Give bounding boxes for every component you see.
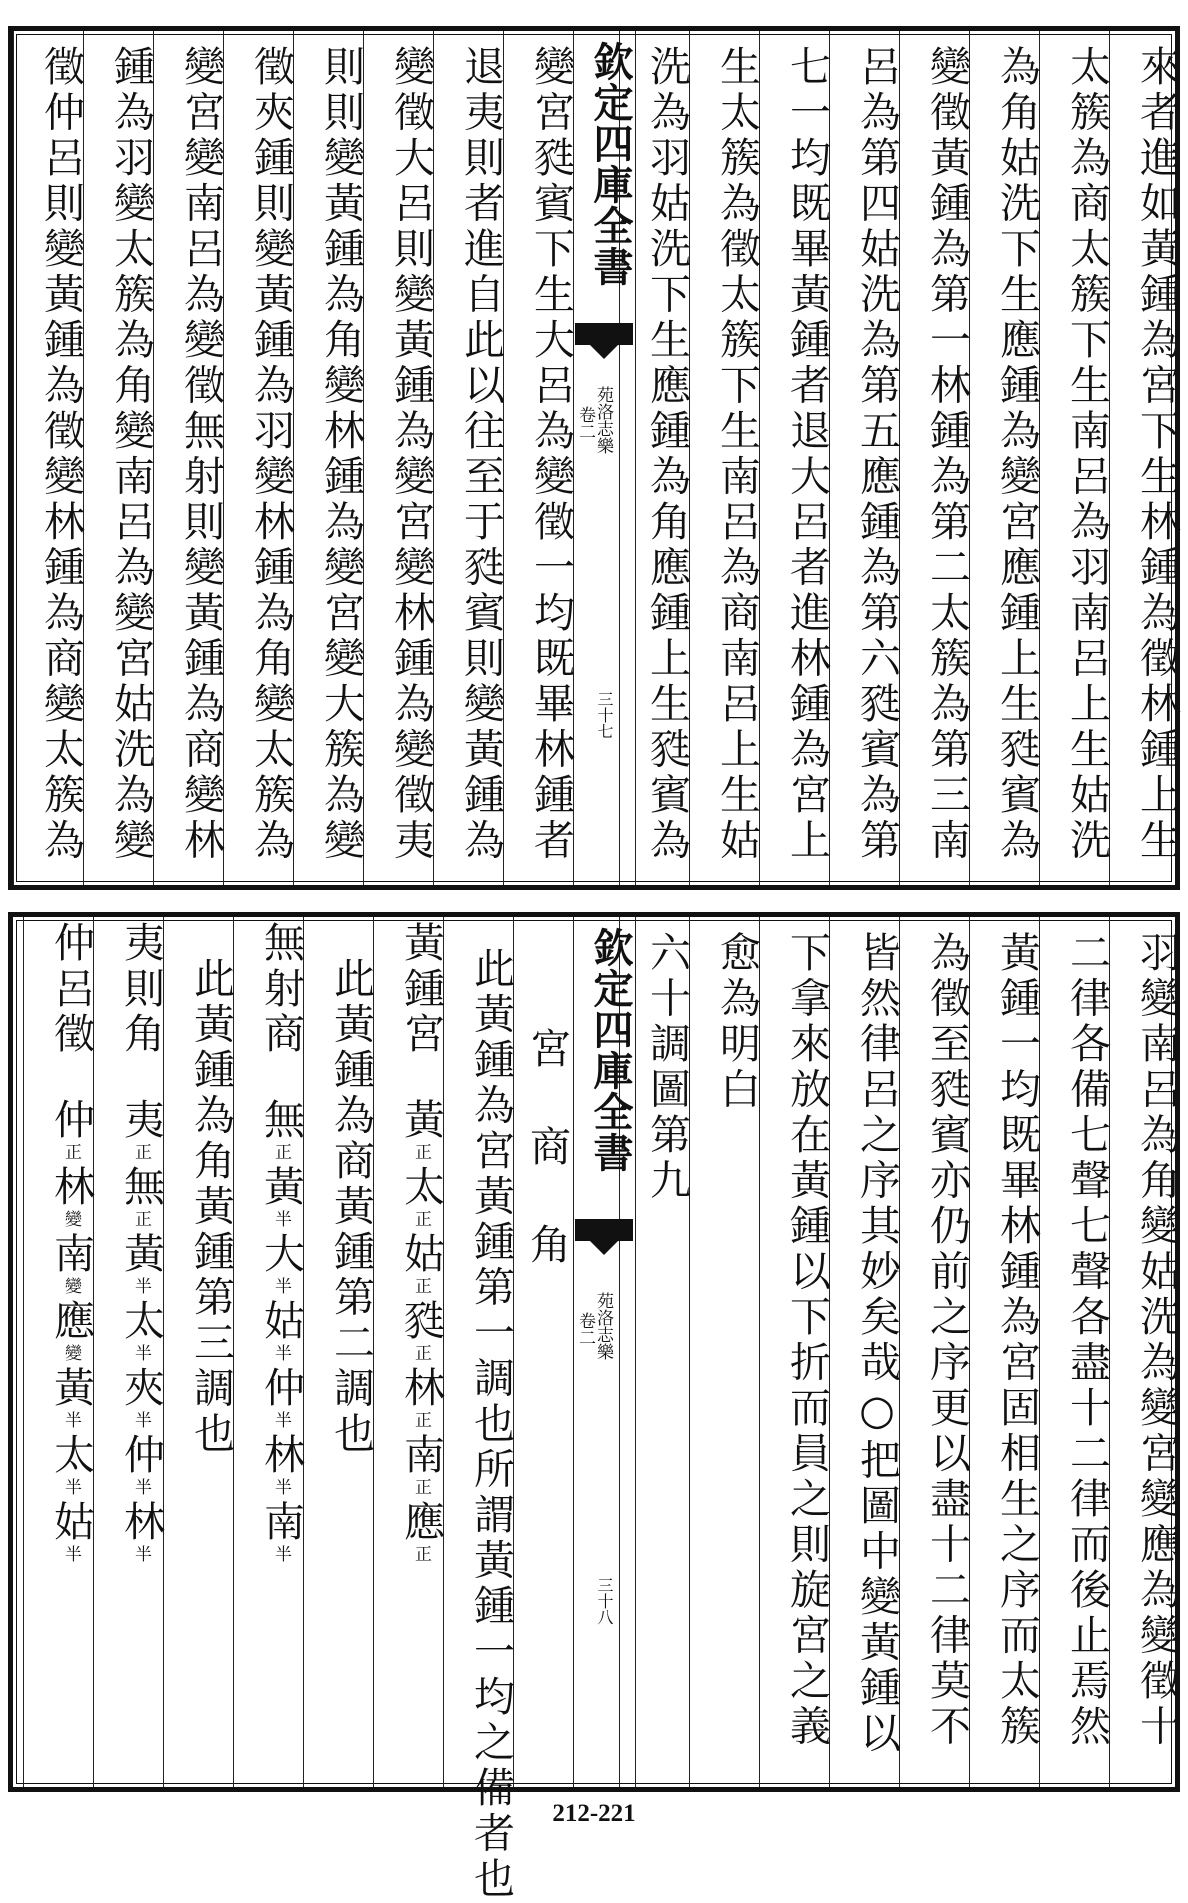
notes-column-text xyxy=(245,921,315,1567)
column-text: 徵夾鍾則變黃鍾為羽變林鍾為角變太簇為 xyxy=(247,45,295,864)
pitch-name: 角 xyxy=(117,1012,165,1058)
pitch-marker: 變 xyxy=(61,1344,81,1366)
top-page xyxy=(0,0,1188,900)
pitch-marker: 正 xyxy=(131,1143,151,1165)
gutter-title: 欽定四庫全書 xyxy=(587,41,634,287)
gutter-title: 欽定四庫全書 xyxy=(587,927,634,1173)
pitch-name: 仲 xyxy=(47,1097,95,1143)
gutter-fishtail xyxy=(575,1219,633,1241)
pitch-marker: 變 xyxy=(61,1210,81,1232)
pitch-name: 仲 xyxy=(117,1432,165,1478)
pitch-name: 黃 xyxy=(257,1164,305,1210)
column-text: 七一均既畢黃鍾者退大呂者進林鍾為宮上 xyxy=(783,45,831,864)
column-text: 為角姑洗下生應鍾為變宮應鍾上生甤賓為 xyxy=(993,45,1041,864)
column-text: 洗為羽姑洗下生應鍾為角應鍾上生甤賓為 xyxy=(643,45,691,864)
pitch-marker: 半 xyxy=(131,1478,151,1500)
column-text: 為徵至甤賓亦仍前之序更以盡十二律莫不 xyxy=(923,931,971,1750)
pitch-marker: 半 xyxy=(61,1478,81,1500)
pitch-marker: 半 xyxy=(131,1277,151,1299)
text-column xyxy=(13,31,83,885)
pitch-marker: 正 xyxy=(411,1344,431,1366)
pitch-marker: 正 xyxy=(271,1143,291,1165)
pitch-name: 黃 xyxy=(117,1231,165,1277)
pitch-marker: 半 xyxy=(131,1411,151,1433)
column-text: 羽變南呂為角變姑洗為變宮變應為變徵十 xyxy=(1133,931,1181,1750)
column-text: 二律各備七聲七聲各盡十二律而後止焉然 xyxy=(1063,931,1111,1750)
column-text: 生太簇為徵太簇下生南呂為商南呂上生姑 xyxy=(713,45,761,864)
pitch-name: 林 xyxy=(47,1164,95,1210)
pitch-name: 仲 xyxy=(47,921,95,967)
pitch-name: 徵 xyxy=(47,1012,95,1058)
pitch-marker: 半 xyxy=(271,1277,291,1299)
pitch-marker: 半 xyxy=(271,1545,291,1567)
pitch-marker: 半 xyxy=(271,1210,291,1232)
pitch-name: 林 xyxy=(397,1365,445,1411)
pitch-name: 則 xyxy=(117,966,165,1012)
column-text: 變宮甤賓下生大呂為變徵一均既畢林鍾者 xyxy=(527,45,575,864)
notes-column-text xyxy=(35,921,105,1567)
pitch-name: 南 xyxy=(397,1432,445,1478)
pitch-name: 大 xyxy=(257,1231,305,1277)
pitch-marker: 半 xyxy=(61,1545,81,1567)
mode-notes-column xyxy=(23,917,93,1787)
pitch-name: 黃 xyxy=(47,1365,95,1411)
pitch-name: 黃 xyxy=(397,1097,445,1143)
column-text: 愈為明白 xyxy=(713,931,761,1113)
pitch-marker: 變 xyxy=(61,1277,81,1299)
gutter-rule-right xyxy=(635,917,636,1787)
column-text: 鍾為羽變太簇為角變南呂為變宮姑洗為變 xyxy=(107,45,155,864)
column-text: 退夷則者進自此以往至于甤賓則變黃鍾為 xyxy=(457,45,505,864)
column-text: 來者進如黃鍾為宮下生林鍾為徵林鍾上生 xyxy=(1133,45,1181,864)
column-rule xyxy=(23,917,24,1787)
pitch-name: 林 xyxy=(257,1432,305,1478)
page-footer-number: 212-221 xyxy=(552,1800,636,1827)
pitch-name: 夷 xyxy=(117,1097,165,1143)
pitch-name: 太 xyxy=(47,1432,95,1478)
pitch-name: 鍾 xyxy=(397,966,445,1012)
pitch-marker: 半 xyxy=(271,1411,291,1433)
pitch-name: 姑 xyxy=(47,1499,95,1545)
pitch-marker: 正 xyxy=(411,1277,431,1299)
pitch-marker: 正 xyxy=(411,1210,431,1232)
column-text: 黃鍾一均既畢林鍾為宮固相生之序而太簇 xyxy=(993,931,1041,1750)
pitch-name: 宮 xyxy=(397,1012,445,1058)
pitch-marker: 半 xyxy=(131,1344,151,1366)
pitch-marker: 正 xyxy=(411,1411,431,1433)
gutter-book-title: 苑洛志樂 xyxy=(593,1292,613,1360)
column-text: 此黃鍾為商黃鍾第二調也 xyxy=(327,957,375,1458)
column-text: 變徵黃鍾為第一林鍾為第二太簇為第三南 xyxy=(923,45,971,864)
pitch-name: 黃 xyxy=(397,921,445,967)
gutter-book-title: 苑洛志樂 xyxy=(593,386,613,454)
pitch-name: 無 xyxy=(117,1164,165,1210)
gutter-rule-right xyxy=(635,31,636,885)
column-text: 太簇為商太簇下生南呂為羽南呂上生姑洗 xyxy=(1063,45,1111,864)
pitch-marker: 正 xyxy=(61,1143,81,1165)
column-rule xyxy=(13,31,14,885)
table-header-text: 宮 商 角 xyxy=(523,1027,571,1269)
gutter-volume: 卷二 xyxy=(575,1312,595,1346)
notes-column-text xyxy=(385,921,455,1567)
pitch-name: 商 xyxy=(257,1012,305,1058)
notes-column-text xyxy=(105,921,175,1567)
pitch-name: 夾 xyxy=(117,1365,165,1411)
pitch-name: 應 xyxy=(397,1499,445,1545)
gutter-page-number: 三十七 xyxy=(595,691,614,739)
pitch-name: 太 xyxy=(397,1164,445,1210)
pitch-marker: 正 xyxy=(411,1143,431,1165)
column-text: 則則變黃鍾為角變林鍾為變宮變大簇為變 xyxy=(317,45,365,864)
column-text: 此黃鍾為角黃鍾第三調也 xyxy=(187,957,235,1458)
bottom-gutter xyxy=(573,917,635,1787)
pitch-name: 姑 xyxy=(257,1298,305,1344)
pitch-name: 甤 xyxy=(397,1298,445,1344)
pitch-marker: 半 xyxy=(271,1478,291,1500)
pitch-marker: 半 xyxy=(271,1344,291,1366)
pitch-name: 林 xyxy=(117,1499,165,1545)
pitch-marker: 半 xyxy=(131,1545,151,1567)
pitch-name: 姑 xyxy=(397,1231,445,1277)
pitch-marker: 正 xyxy=(131,1210,151,1232)
pitch-name: 南 xyxy=(47,1231,95,1277)
pitch-name: 呂 xyxy=(47,966,95,1012)
pitch-name: 夷 xyxy=(117,921,165,967)
pitch-name: 太 xyxy=(117,1298,165,1344)
gutter-volume: 卷二 xyxy=(575,406,595,440)
gutter-page-number: 三十八 xyxy=(595,1577,614,1625)
pitch-marker: 正 xyxy=(411,1545,431,1567)
column-text: 徵仲呂則變黃鍾為徵變林鍾為商變太簇為 xyxy=(37,45,85,864)
pitch-name: 仲 xyxy=(257,1365,305,1411)
column-text: 此黃鍾為宮黃鍾第一調也所謂黃鍾一均之備者也 xyxy=(467,947,515,1903)
pitch-name: 無 xyxy=(257,1097,305,1143)
column-text: 呂為第四姑洗為第五應鍾為第六甤賓為第 xyxy=(853,45,901,864)
pitch-name: 應 xyxy=(47,1298,95,1344)
column-text: 變徵大呂則變黃鍾為變宮變林鍾為變徵夷 xyxy=(387,45,435,864)
pitch-marker: 正 xyxy=(411,1478,431,1500)
pitch-name: 無 xyxy=(257,921,305,967)
top-page-frame xyxy=(8,26,1180,890)
column-text: 六十調圖第九 xyxy=(643,931,691,1204)
pitch-marker: 半 xyxy=(61,1411,81,1433)
column-text: 變宮變南呂為變徵無射則變黃鍾為商變林 xyxy=(177,45,225,864)
column-text: 皆然律呂之序其妙矣哉○把圖中變黃鍾以 xyxy=(853,931,901,1757)
pitch-name: 射 xyxy=(257,966,305,1012)
pitch-name: 南 xyxy=(257,1499,305,1545)
column-text: 下拿來放在黃鍾以下折而員之則旋宮之義 xyxy=(783,931,831,1750)
